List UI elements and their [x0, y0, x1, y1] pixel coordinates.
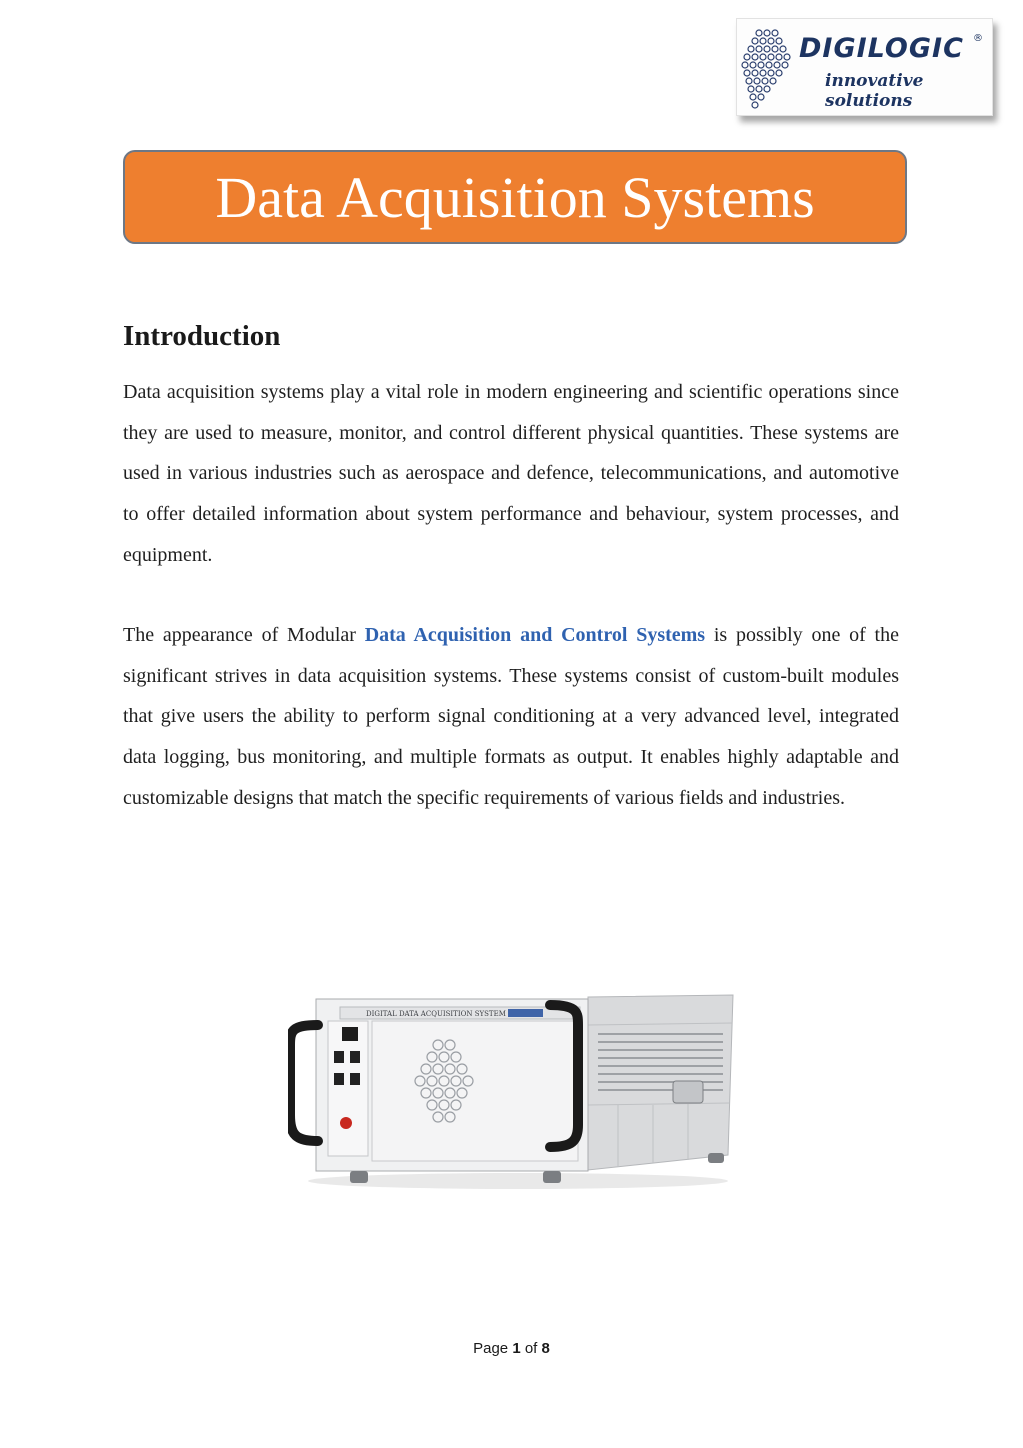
daq-control-systems-link[interactable]: Data Acquisition and Control Systems: [364, 624, 706, 646]
footer-page-word: Page: [473, 1340, 509, 1357]
intro-paragraph: Data acquisition systems play a vital role in modern engineering and scientific operations since they are used to measure, monitor, and control different physical quantities. These systems are used in various industries such as aerospace and defence, telecommunications, and automotive to offer detailed information about system performance and behaviour, system processes, and equipment.: [123, 381, 899, 566]
paragraph-text-after: is possibly one of the significant strives in data acquisition systems. These systems consist of custom-built modules that give users the ability to perform signal conditioning at a very advanced level, integrated data logging, bus monitoring, and multiple formats as output. It enables highly adaptable and customizable designs that match the specific requirements of various fields and industries.: [123, 624, 899, 809]
panel-label: DIGITAL DATA ACQUISITION SYSTEM: [366, 1010, 506, 1018]
paragraph-text-before: The appearance of Modular: [123, 624, 365, 646]
footer-total-pages: 8: [541, 1340, 550, 1357]
daq-system-product-image: [288, 985, 738, 1195]
page-title: Data Acquisition Systems: [215, 164, 815, 230]
page-footer: [0, 1340, 1023, 1357]
modular-paragraph: [123, 615, 899, 819]
logo-tagline: innovative solutions: [825, 71, 924, 111]
logo-name: DIGILOGIC: [799, 33, 964, 64]
dot-pattern-icon: [737, 19, 807, 115]
title-banner: [123, 150, 907, 244]
company-logo: [736, 18, 993, 116]
footer-current-page: 1: [512, 1340, 521, 1357]
footer-of-word: of: [524, 1340, 538, 1357]
logo-registered-mark: ®: [973, 33, 983, 44]
section-heading: Introduction: [123, 320, 281, 352]
